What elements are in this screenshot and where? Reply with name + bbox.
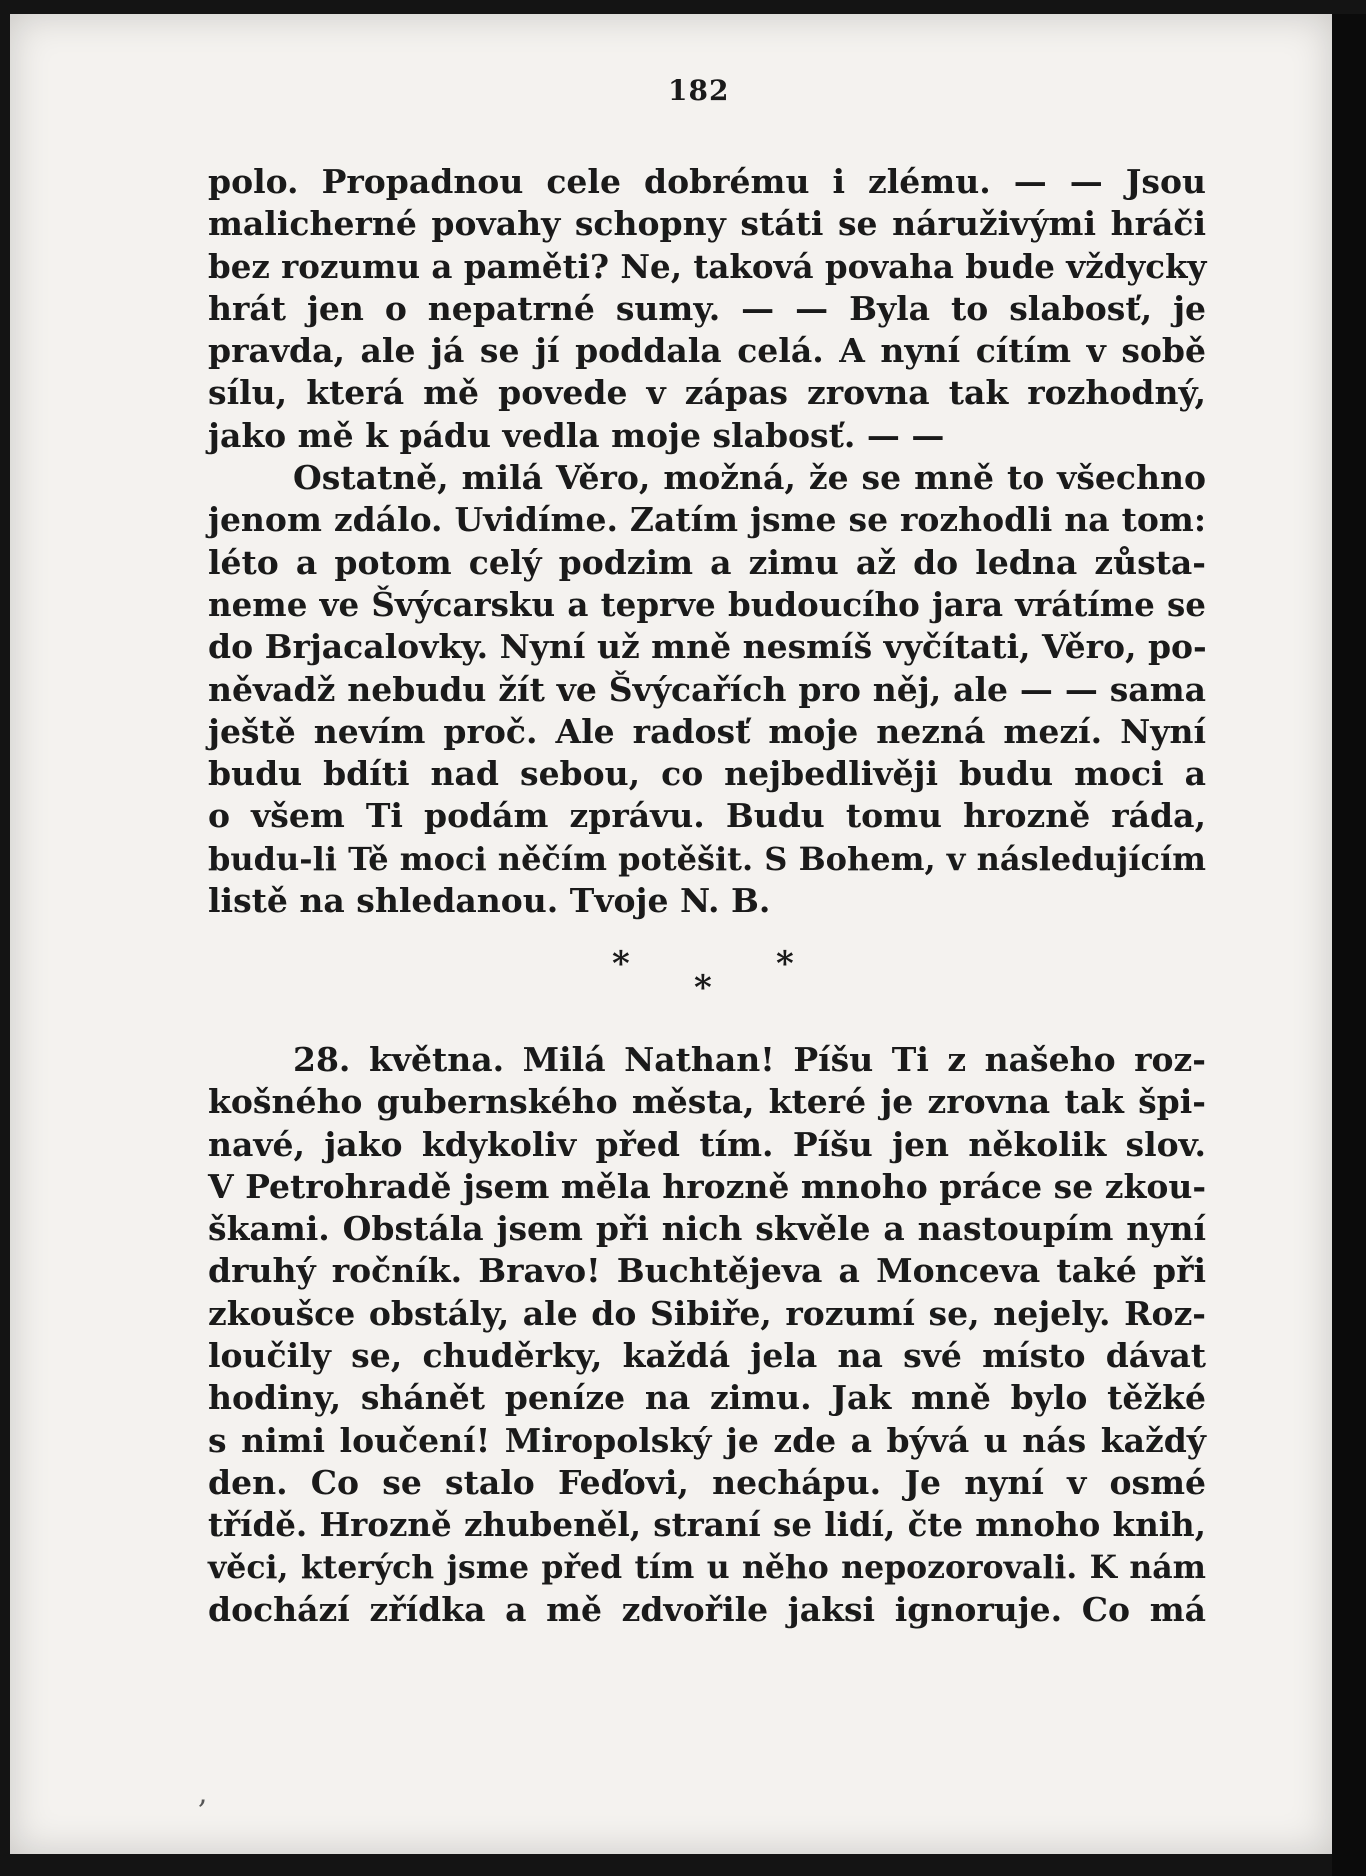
text-line: polo. Propadnou cele dobrému i zlému. — — Jsou [208, 162, 1206, 201]
text-line: budu-li Tě moci něčím potěšit. S Bohem, v následujícím [208, 839, 1206, 878]
text-line: budu bdíti nad sebou, co nejbedlivěji budu moci a [208, 754, 1206, 794]
text-line: košného gubernského města, které je zrovna tak špi- [208, 1082, 1206, 1122]
text-line: V Petrohradě jsem měla hrozně mnoho práce se zkou- [208, 1166, 1207, 1206]
text-line: druhý ročník. Bravo! Buchtějeva a Monceva také při [208, 1251, 1206, 1291]
scan-edge [1332, 14, 1366, 1876]
text-line: hodiny, shánět peníze na zimu. Jak mně bylo těžké [208, 1378, 1206, 1418]
text-line: léto a potom celý podzim a zimu až do ledna zůsta- [208, 542, 1206, 582]
text-line: jako mě k pádu vedla moje slabosť. — — [208, 415, 945, 455]
text-line: malicherné povahy schopny státi se náruživými hráči [208, 204, 1206, 244]
text-line: třídě. Hrozně zhubeněl, straní se lidí, čte mnoho knih, [208, 1505, 1206, 1545]
text-line: navé, jako kdykoliv před tím. Píšu jen několik slov. [208, 1124, 1206, 1164]
asterism-star: * [694, 968, 712, 1008]
text-line: něvadž nebudu žít ve Švýcařích pro něj, ale — — sama [208, 669, 1206, 709]
text-line: ještě nevím proč. Ale radosť moje nezná mezí. Nyní [208, 711, 1206, 751]
text-line: listě na shledanou. Tvoje N. B. [208, 881, 771, 921]
text-line: zkoušce obstály, ale do Sibiře, rozumí se, nejely. Roz- [208, 1293, 1206, 1333]
scan-speck: , [198, 1776, 208, 1811]
text-line: dochází zřídka a mě zdvořile jaksi ignoruje. Co má [208, 1589, 1206, 1629]
text-line: do Brjacalovky. Nyní už mně nesmíš vyčítati, Věro, po- [208, 627, 1207, 667]
page-number: 182 [668, 74, 730, 107]
text-line: jenom zdálo. Uvidíme. Zatím jsme se rozhodli na tom: [208, 500, 1206, 540]
text-line: o všem Ti podám zprávu. Budu tomu hrozně ráda, [208, 796, 1206, 836]
text-line: Ostatně, milá Věro, možná, že se mně to všechno [293, 458, 1206, 498]
text-line: pravda, ale já se jí poddala celá. A nyní cítím v sobě [208, 331, 1206, 371]
text-line: s nimi loučení! Miropolský je zde a bývá u nás každý [208, 1420, 1206, 1460]
text-line: neme ve Švýcarsku a teprve budoucího jara vrátíme se [208, 584, 1206, 624]
text-line: loučily se, chuděrky, každá jela na své místo dávat [208, 1336, 1206, 1376]
letter-section-1 [208, 161, 1206, 922]
letter-section-2 [208, 1039, 1206, 1631]
asterism-star: * [612, 944, 630, 984]
text-line: hrát jen o nepatrné sumy. — — Byla to slabosť, je [208, 288, 1206, 328]
text-line: 28. května. Milá Nathan! Píšu Ti z našeho roz- [293, 1040, 1206, 1079]
text-line: bez rozumu a paměti? Ne, taková povaha bude vždycky [208, 246, 1207, 286]
text-line: sílu, která mě povede v zápas zrovna tak rozhodný, [208, 373, 1206, 413]
text-line: škami. Obstála jsem při nich skvěle a nastoupím nyní [208, 1209, 1206, 1249]
asterism-star: * [776, 944, 794, 984]
text-line: den. Co se stalo Feďovi, nechápu. Je nyní v osmé [208, 1462, 1206, 1502]
text-line: věci, kterých jsme před tím u něho nepozorovali. K nám [208, 1548, 1206, 1586]
